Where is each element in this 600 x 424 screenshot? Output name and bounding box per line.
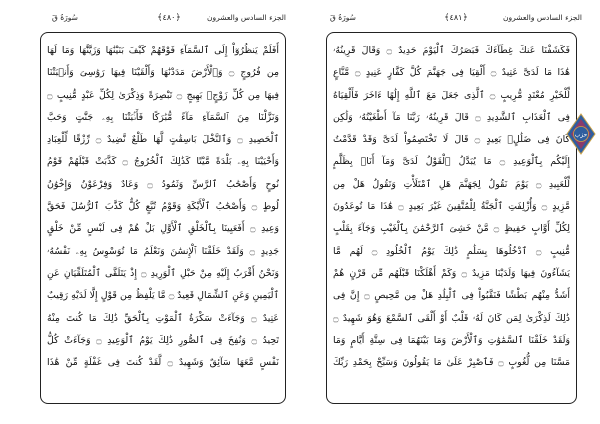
header-page-number: ﴿٤٨٠﴾ xyxy=(157,13,181,23)
verse-line: فَكَشَفْنَا عَنكَ غِطَآءَكَ فَبَصَرُكَ ٱلْيَوْمَ حَدِيدٌ ۝ وَقَالَ قَرِينُهُۥ xyxy=(333,45,570,56)
hizb-medallion-icon xyxy=(566,113,596,155)
verse-line: وَنَحْنُ أَقْرَبُ إِلَيْهِ مِنْ حَبْلِ ٱلْوَرِيدِ ۝ إِذْ يَتَلَقَّى ٱلْمُتَلَقِّيَانِ عَنِ xyxy=(47,267,279,279)
verse-line: أَفَلَمْ يَنظُرُوٓاْ إِلَى ٱلسَّمَآءِ فَوْقَهُمْ كَيْفَ بَنَيْنَٰهَا وَزَيَّنَّٰهَا وَمَا لَهَا xyxy=(47,45,279,56)
verse-line: نَفْسٍ مَّعَهَا سَآئِقٌ وَشَهِيدٌ ۝ لَّقَدْ كُنتَ فِى غَفْلَةٍ مِّنْ هَٰذَا xyxy=(47,357,279,369)
verse-block xyxy=(47,40,279,374)
verse-line: تَحِيدُ ۝ وَنُفِخَ فِى ٱلصُّورِ ذَٰلِكَ يَوْمُ ٱلْوَعِيدِ ۝ وَجَآءَتْ كُلُّ xyxy=(47,334,279,346)
header-juz: الجزء السادس والعشرون xyxy=(206,13,286,22)
verse-line: أَشَدُّ مِنْهُم بَطْشًا فَنَقَّبُواْ فِى ٱلْبِلَٰدِ هَلْ مِن مَّحِيصٍ ۝ إِنَّ فِى xyxy=(333,290,570,302)
header-page-number: ﴿٤٨١﴾ xyxy=(444,13,468,23)
page-number-value: ٤٨٠ xyxy=(162,13,176,22)
verse-line: لُوطٍ ۝ وَأَصْحَٰبُ ٱلْأَيْكَةِ وَقَوْمُ تُبَّعٍ كُلٌّ كَذَّبَ ٱلرُّسُلَ فَحَقَّ xyxy=(47,201,279,213)
verse-block xyxy=(333,40,570,374)
verse-line: فِيهَا مِن كُلِّ زَوْجٍۭ بَهِيجٍ ۝ تَبْصِرَةً وَذِكْرَىٰ لِكُلِّ عَبْدٍ مُّنِيبٍ ۝ xyxy=(47,89,279,101)
verse-line: يَشَآءُونَ فِيهَا وَلَدَيْنَا مَزِيدٌ ۝ وَكَمْ أَهْلَكْنَا قَبْلَهُم مِّن قَرْنٍ هُمْ xyxy=(333,267,570,279)
verse-line: هَٰذَا مَا لَدَىَّ عَتِيدٌ ۝ أَلْقِيَا فِى جَهَنَّمَ كُلَّ كَفَّارٍ عَنِيدٍ ۝ مَّنَّاعٍ xyxy=(333,67,570,79)
verse-line: لِّلْعَبِيدِ ۝ يَوْمَ نَقُولُ لِجَهَنَّمَ هَلِ ٱمْتَلَأْتِ وَتَقُولُ هَلْ مِن xyxy=(333,178,570,190)
header-juz: الجزء السادس والعشرون xyxy=(502,13,582,22)
verse-line: مَسَّنَا مِن لُّغُوبٍ ۝ فَٱصْبِرْ عَلَىٰ مَا يَقُولُونَ وَسَبِّحْ بِحَمْدِ رَبِّكَ xyxy=(333,357,570,369)
verse-line: فِى ٱلْعَذَابِ ٱلشَّدِيدِ ۝ قَالَ قَرِينُهُۥ رَبَّنَا مَآ أَطْغَيْتُهُۥ وَلَٰكِن xyxy=(333,111,570,123)
verse-line: مَّزِيدٍ ۝ وَأُزْلِفَتِ ٱلْجَنَّةُ لِلْمُتَّقِينَ غَيْرَ بَعِيدٍ ۝ هَٰذَا مَا تُوعَدُونَ xyxy=(333,201,570,213)
verse-line: مِن فُرُوجٍ ۝ وَٱلْأَرْضَ مَدَدْنَٰهَا وَأَلْقَيْنَا فِيهَا رَوَٰسِىَ وَأَنۢبَتْنَا xyxy=(47,67,279,79)
verse-line: مُّنِيبٍ ۝ ٱدْخُلُوهَا بِسَلَٰمٍ ذَٰلِكَ يَوْمُ ٱلْخُلُودِ ۝ لَهُم مَّا xyxy=(333,245,570,257)
verse-line: ٱلْحَصِيدِ ۝ وَٱلنَّخْلَ بَاسِقَٰتٍ لَّهَا طَلْعٌ نَّضِيدٌ ۝ رِّزْقًا لِّلْعِبَادِ xyxy=(47,134,279,146)
page-number-value: ٤٨١ xyxy=(449,13,463,22)
verse-line: وَنَزَّلْنَا مِنَ ٱلسَّمَآءِ مَآءً مُّبَٰرَكًا فَأَنۢبَتْنَا بِهِۦ جَنَّٰتٍ وَحَبَّ xyxy=(47,111,279,123)
verse-line: ذَٰلِكَ لَذِكْرَىٰ لِمَن كَانَ لَهُۥ قَلْبٌ أَوْ أَلْقَى ٱلسَّمْعَ وَهُوَ شَهِيدٌ ۝ xyxy=(333,312,570,324)
verse-line: عَتِيدٌ ۝ وَجَآءَتْ سَكْرَةُ ٱلْمَوْتِ بِٱلْحَقِّ ذَٰلِكَ مَا كُنتَ مِنْهُ xyxy=(47,312,279,324)
page-header xyxy=(330,13,582,33)
verse-line: وَلَقَدْ خَلَقْنَا ٱلسَّمَٰوَٰتِ وَٱلْأَرْضَ وَمَا بَيْنَهُمَا فِى سِتَّةِ أَيَّامٍ وَمَا xyxy=(333,334,570,346)
header-surah: سُورَةُ قٓ xyxy=(330,13,356,22)
verse-line: لِّلْخَيْرِ مُعْتَدٍ مُّرِيبٍ ۝ ٱلَّذِى جَعَلَ مَعَ ٱللَّهِ إِلَٰهًا ءَاخَرَ فَأَلْقِيَاهُ xyxy=(333,89,570,101)
verse-line: إِلَيْكُم بِٱلْوَعِيدِ ۝ مَا يُبَدَّلُ ٱلْقَوْلُ لَدَىَّ وَمَآ أَنَا۠ بِظَلَّٰمٍ xyxy=(333,156,570,168)
verse-line: نُوحٍ وَأَصْحَٰبُ ٱلرَّسِّ وَثَمُودُ ۝ وَعَادٌ وَفِرْعَوْنُ وَإِخْوَٰنُ xyxy=(47,178,279,190)
verse-line: جَدِيدٍ ۝ وَلَقَدْ خَلَقْنَا ٱلْإِنسَٰنَ وَنَعْلَمُ مَا تُوَسْوِسُ بِهِۦ نَفْسُهُۥ xyxy=(47,245,279,257)
page-header xyxy=(52,13,286,33)
verse-line: وَأَحْيَيْنَا بِهِۦ بَلْدَةً مَّيْتًا كَذَٰلِكَ ٱلْخُرُوجُ ۝ كَذَّبَتْ قَبْلَهُمْ قَوْمُ xyxy=(47,156,279,168)
verse-line: ٱلْيَمِينِ وَعَنِ ٱلشِّمَالِ قَعِيدٌ ۝ مَّا يَلْفِظُ مِن قَوْلٍ إِلَّا لَدَيْهِ رَقِيبٌ xyxy=(47,290,279,302)
verse-line: كَانَ فِى ضَلَٰلٍۭ بَعِيدٍ ۝ قَالَ لَا تَخْتَصِمُواْ لَدَىَّ وَقَدْ قَدَّمْتُ xyxy=(333,134,570,146)
hizb-label: حزب xyxy=(574,131,588,139)
header-surah: سُورَةُ قٓ xyxy=(52,13,78,22)
verse-line: لِكُلِّ أَوَّابٍ حَفِيظٍ ۝ مَّنْ خَشِىَ ٱلرَّحْمَٰنَ بِٱلْغَيْبِ وَجَآءَ بِقَلْبٍ xyxy=(333,223,570,235)
right-page xyxy=(300,0,600,424)
verse-line: وَعِيدِ ۝ أَفَعَيِينَا بِٱلْخَلْقِ ٱلْأَوَّلِ بَلْ هُمْ فِى لَبْسٍ مِّنْ خَلْقٍ xyxy=(47,223,279,235)
